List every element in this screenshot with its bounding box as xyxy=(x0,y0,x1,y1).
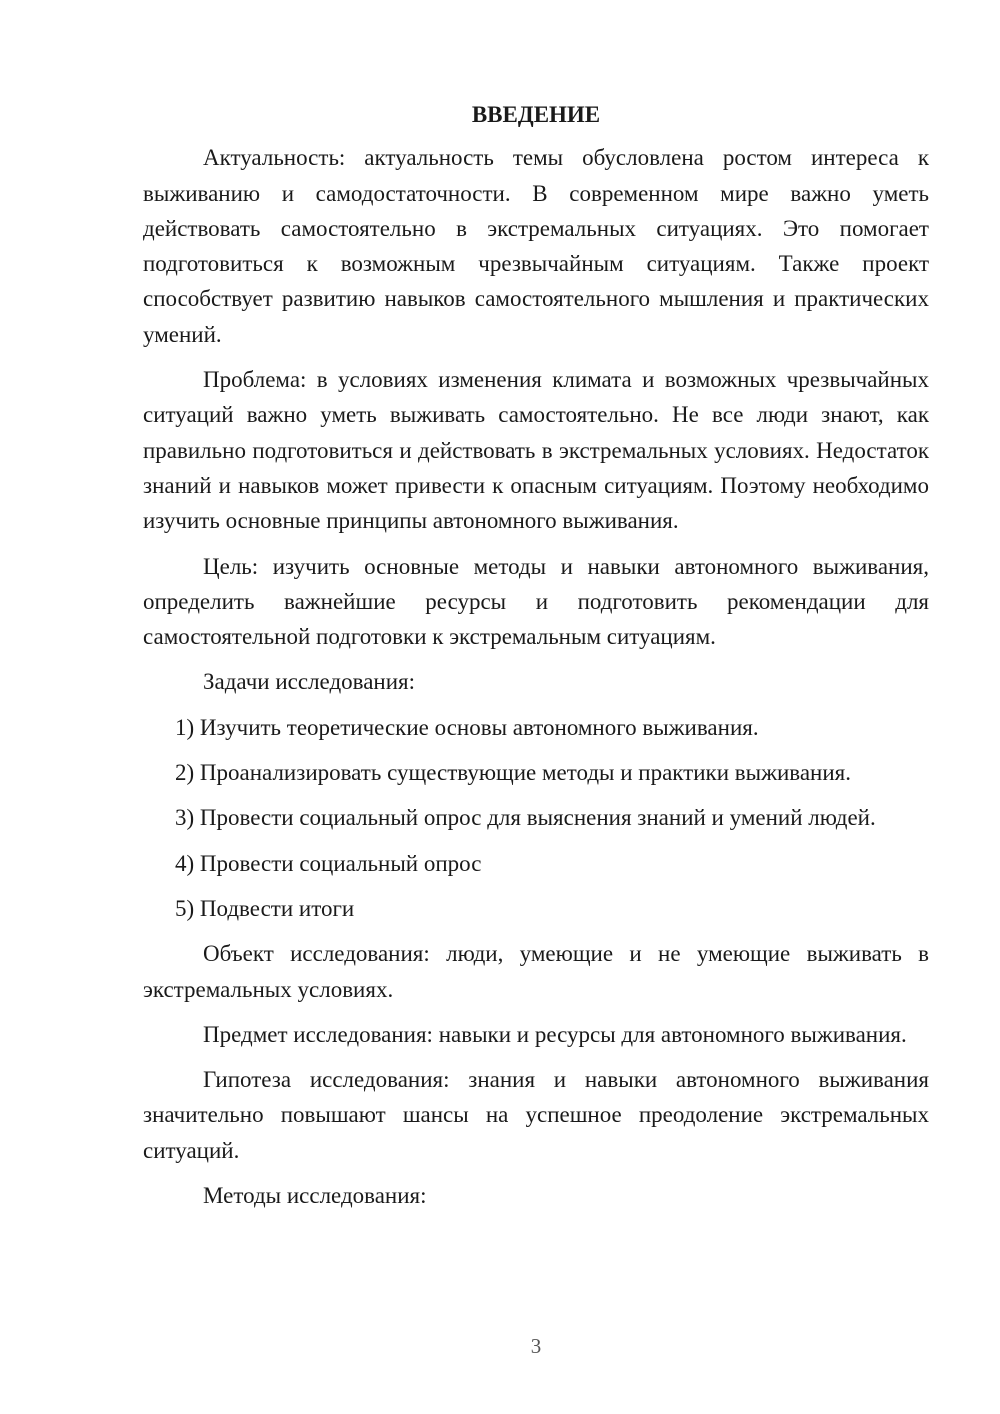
paragraph-methods: Методы исследования: xyxy=(203,1183,427,1209)
paragraph-relevance: Актуальность: актуальность темы обусловлена ростом интереса к выживанию и самодостаточности. В современном мире важно уметь действовать самостоятельно в экстремальных ситуациях. Это помогает подготовиться к возможным чрезвычайным ситуациям. Также проект способствует развитию навыков самостоятельного мышления и практических умений. xyxy=(143,145,929,347)
page-content xyxy=(143,97,929,1223)
list-item: 1) Изучить теоретические основы автономного выживания. xyxy=(175,714,759,740)
paragraph-problem: Проблема: в условиях изменения климата и возможных чрезвычайных ситуаций важно уметь выживать самостоятельно. Не все люди знают, как правильно подготовиться и действовать в экстремальных условиях. Недостаток знаний и навыков может привести к опасным ситуациям. Поэтому необходимо изучить основные принципы автономного выживания. xyxy=(143,367,929,534)
paragraph-object: Объект исследования: люди, умеющие и не умеющие выживать в экстремальных условиях. xyxy=(143,941,929,1002)
paragraph-hypothesis: Гипотеза исследования: знания и навыки автономного выживания значительно повышают шансы на успешное преодоление экстремальных ситуаций. xyxy=(143,1067,929,1163)
list-item: 4) Провести социальный опрос xyxy=(175,850,482,876)
paragraph-goal: Цель: изучить основные методы и навыки автономного выживания, определить важнейшие ресурсы и подготовить рекомендации для самостоятельной подготовки к экстремальным ситуациям. xyxy=(143,553,929,650)
page-number: 3 xyxy=(530,1334,542,1358)
section-heading: ВВЕДЕНИЕ xyxy=(471,102,601,127)
paragraph-subject: Предмет исследования: навыки и ресурсы для автономного выживания. xyxy=(203,1021,907,1047)
list-item: 5) Подвести итоги xyxy=(175,895,355,921)
list-item: 3) Провести социальный опрос для выяснения знаний и умений людей. xyxy=(175,805,876,831)
list-item: 2) Проанализировать существующие методы и практики выживания. xyxy=(175,760,851,786)
tasks-list xyxy=(143,710,929,926)
tasks-heading: Задачи исследования: xyxy=(203,669,416,695)
